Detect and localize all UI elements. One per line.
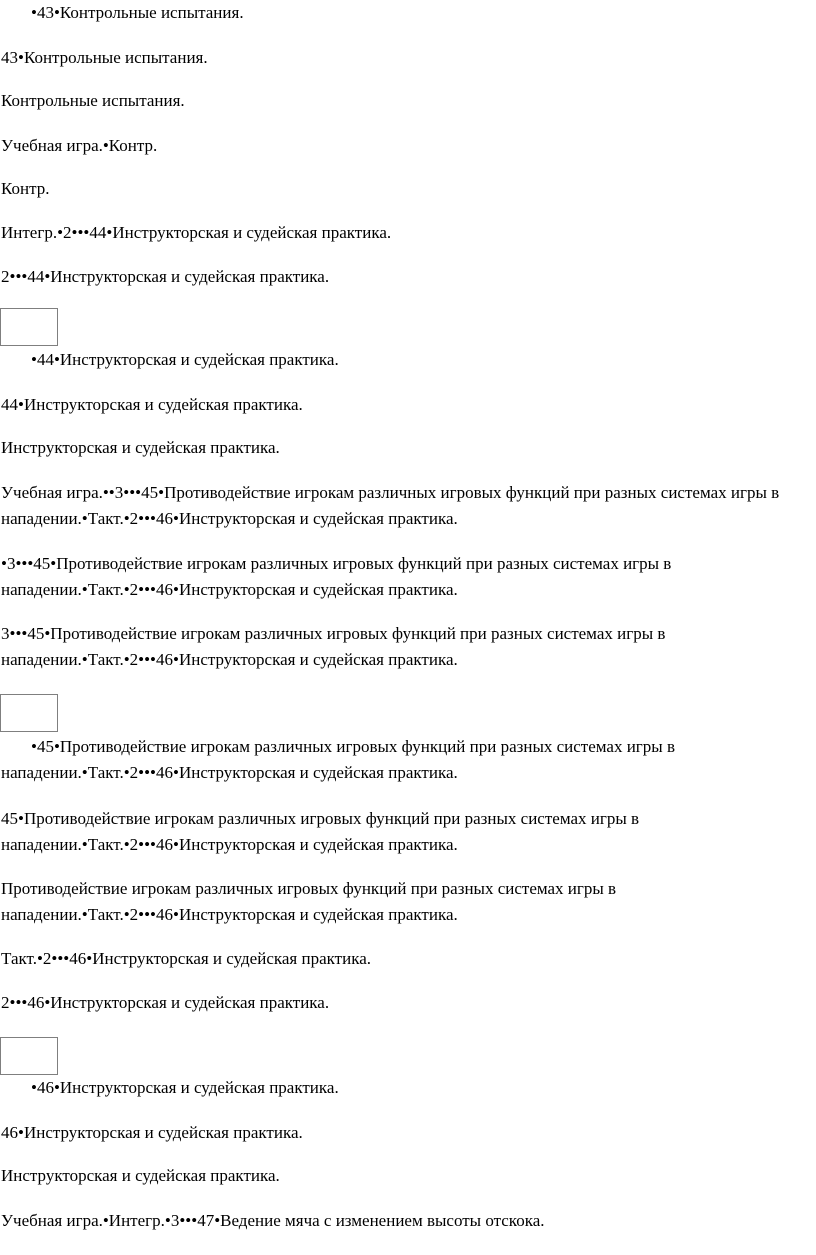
text-paragraph: 45•Противодействие игрокам различных игровых функций при разных системах игры в нападении.•Такт.•2•••46•Инструкторская и судейская практика.: [1, 809, 640, 854]
text-line: Учебная игра.•Контр.: [1, 136, 158, 155]
empty-frame-box: [0, 308, 58, 346]
text-paragraph: 3•••45•Противодействие игрокам различных игровых функций при разных системах игры в нападении.•Такт.•2•••46•Инструкторская и судейская практика.: [1, 624, 666, 669]
text-line: •46•Инструкторская и судейская практика.: [31, 1078, 339, 1097]
text-paragraph: •3•••45•Противодействие игрокам различных игровых функций при разных системах игры в нападении.•Такт.•2•••46•Инструкторская и судейская практика.: [1, 554, 672, 599]
empty-frame-box: [0, 694, 58, 732]
text-line: 2•••46•Инструкторская и судейская практика.: [1, 993, 330, 1012]
empty-frame-box: [0, 1037, 58, 1075]
text-line: Инструкторская и судейская практика.: [1, 1166, 280, 1185]
text-line: Интегр.•2•••44•Инструкторская и судейская практика.: [1, 223, 392, 242]
text-line: Такт.•2•••46•Инструкторская и судейская практика.: [1, 949, 371, 968]
text-line: •44•Инструкторская и судейская практика.: [31, 350, 339, 369]
text-paragraph: Противодействие игрокам различных игровых функций при разных системах игры в нападении.•Такт.•2•••46•Инструкторская и судейская практика.: [1, 879, 617, 924]
text-paragraph: •45•Противодействие игрокам различных игровых функций при разных системах игры в нападении.•Такт.•2•••46•Инструкторская и судейская практика.: [1, 737, 675, 782]
text-line: 2•••44•Инструкторская и судейская практика.: [1, 267, 330, 286]
text-line: 43•Контрольные испытания.: [1, 48, 208, 67]
text-line: Контрольные испытания.: [1, 91, 185, 110]
text-paragraph: Учебная игра.••3•••45•Противодействие игрокам различных игровых функций при разных системах игры в нападении.•Такт.•2•••46•Инструкторская и судейская практика.: [1, 483, 780, 528]
text-line: 46•Инструкторская и судейская практика.: [1, 1123, 303, 1142]
text-line: Контр.: [1, 179, 50, 198]
text-line: Учебная игра.•Интегр.•3•••47•Ведение мяча с изменением высоты отскока.: [1, 1211, 545, 1230]
text-line: 44•Инструкторская и судейская практика.: [1, 395, 303, 414]
text-line: Инструкторская и судейская практика.: [1, 438, 280, 457]
text-line: •43•Контрольные испытания.: [31, 3, 244, 22]
